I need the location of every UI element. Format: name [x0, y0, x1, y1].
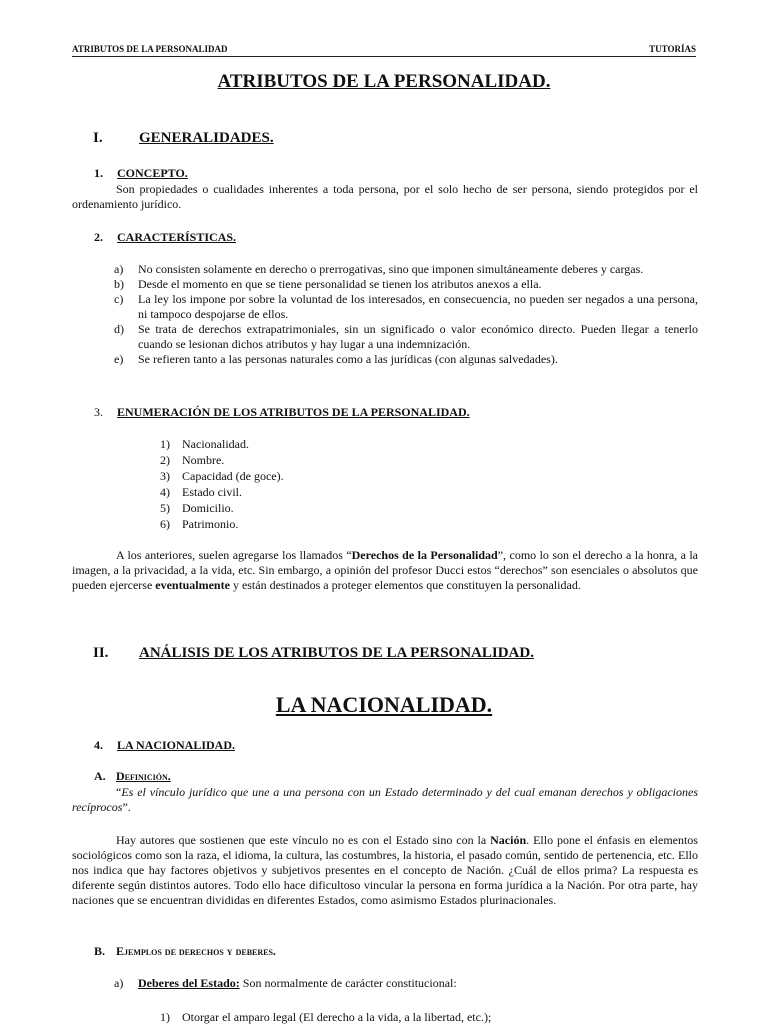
section-2-title: ANÁLISIS DE LOS ATRIBUTOS DE LA PERSONALIDAD. — [139, 645, 534, 661]
deberes-estado-item — [114, 976, 698, 991]
list-item-text: No consisten solamente en derecho o prerrogativas, sino que imponen simultáneamente deberes y cargas. — [138, 262, 644, 276]
enumeracion-number: 3. — [94, 405, 103, 419]
nacionalidad-title: LA NACIONALIDAD. — [275, 692, 493, 717]
section-1-number: I. — [93, 130, 103, 146]
list-marker: 2) — [160, 453, 170, 467]
list-marker: d) — [114, 322, 124, 336]
atributo-item — [160, 468, 460, 484]
caracteristicas-title: CARACTERÍSTICAS. — [117, 230, 237, 244]
caracteristica-item — [114, 352, 698, 367]
enumeracion-title: ENUMERACIÓN DE LOS ATRIBUTOS DE LA PERSONALIDAD. — [117, 405, 470, 419]
list-marker: 1) — [160, 437, 170, 451]
concepto-text: Son propiedades o cualidades inherentes a toda persona, por el solo hecho de ser persona, siendo protegidos por el ordenamiento jurídico. — [72, 182, 698, 211]
paragraph-bold: Derechos de la Personalidad — [351, 548, 498, 562]
ejemplos-marker: B. — [94, 944, 106, 958]
nacionalidad-heading-title: LA NACIONALIDAD. — [117, 738, 236, 752]
list-marker: 1) — [160, 1010, 170, 1024]
definicion-text: Es el vínculo jurídico que une a una persona con un Estado determinado y del cual emanan derechos y obligaciones recíprocos — [72, 785, 698, 814]
paragraph-text: Hay autores que sostienen que este vínculo no es con el Estado sino con la — [116, 833, 491, 847]
list-item-text: La ley los impone por sobre la voluntad de los interesados, en consecuencia, no pueden ser negados a una persona, ni tampoco despojarse de ellos. — [138, 292, 698, 321]
paragraph-bold: Nación — [490, 833, 527, 847]
nacionalidad-heading — [94, 738, 235, 753]
deberes-text: Son normalmente de carácter constitucional: — [239, 976, 457, 990]
nacionalidad-number: 4. — [94, 738, 103, 752]
ejemplos-title: Ejemplos de derechos y deberes. — [116, 944, 276, 958]
caracteristicas-heading — [94, 230, 236, 245]
paragraph-text: A los anteriores, suelen agregarse los llamados “ — [116, 548, 352, 562]
list-marker: c) — [114, 292, 124, 306]
document-title: ATRIBUTOS DE LA PERSONALIDAD. — [217, 71, 551, 92]
caracteristica-item — [114, 277, 698, 292]
definicion-quote — [72, 785, 698, 815]
derechos-personalidad-paragraph — [72, 548, 698, 593]
quote-mark: ”. — [122, 800, 131, 814]
list-marker: b) — [114, 277, 124, 291]
caracteristica-item — [114, 322, 698, 352]
atributos-list — [160, 436, 460, 532]
list-item-text: Nombre. — [182, 453, 225, 467]
list-marker: 5) — [160, 501, 170, 515]
list-item-text: Patrimonio. — [182, 517, 239, 531]
concepto-title: CONCEPTO. — [117, 166, 188, 180]
running-header — [72, 44, 696, 57]
list-marker: e) — [114, 352, 124, 366]
list-item-text: Capacidad (de goce). — [182, 469, 284, 483]
section-2-heading — [93, 646, 534, 661]
caracteristicas-list — [114, 262, 698, 367]
quote-mark: “ — [116, 785, 122, 799]
caracteristica-item — [114, 292, 698, 322]
concepto-heading — [94, 166, 188, 181]
paragraph-text: ”, como lo son el derecho a la honra, a la imagen, a la privacidad, a la vida, etc. Sin embargo, a opinión del profesor Ducci estos “derechos” son esenciales o absolutos que pueden ejercerse — [72, 548, 699, 592]
atributo-item — [160, 500, 460, 516]
deberes-marker: a) — [114, 976, 124, 990]
header-left: ATRIBUTOS DE LA PERSONALIDAD — [72, 44, 228, 54]
deber-item — [160, 1009, 700, 1025]
definicion-marker: A. — [94, 769, 106, 783]
deberes-list — [160, 1009, 700, 1025]
list-item-text: Estado civil. — [182, 485, 242, 499]
deberes-label: Deberes del Estado: — [138, 976, 240, 990]
concepto-number: 1. — [94, 166, 103, 180]
enumeracion-heading — [94, 405, 470, 420]
list-marker: 3) — [160, 469, 170, 483]
definicion-title: Definición. — [116, 769, 171, 783]
section-1-title: GENERALIDADES. — [139, 130, 274, 146]
section-2-number: II. — [93, 645, 109, 661]
list-marker: 6) — [160, 517, 170, 531]
paragraph-text: y están destinados a proteger elementos que constituyen la personalidad. — [229, 578, 581, 592]
atributo-item — [160, 484, 460, 500]
atributo-item — [160, 452, 460, 468]
caracteristica-item — [114, 262, 698, 277]
paragraph-bold: eventualmente — [155, 578, 230, 592]
nacion-paragraph — [72, 833, 698, 908]
section-1-heading — [93, 131, 274, 146]
ejemplos-heading — [94, 944, 276, 959]
atributo-item — [160, 436, 460, 452]
list-item-text: Desde el momento en que se tiene personalidad se tienen los atributos anexos a ella. — [138, 277, 542, 291]
list-marker: a) — [114, 262, 124, 276]
list-item-text: Nacionalidad. — [182, 437, 249, 451]
list-item-text: Domicilio. — [182, 501, 234, 515]
list-item-text: Se refieren tanto a las personas naturales como a las jurídicas (con algunas salvedades). — [138, 352, 558, 366]
list-item-text: Se trata de derechos extrapatrimoniales, sin un significado o valor económico directo. Pueden llegar a tenerlo cuando se lesionan dichos atributos y hay lugar a una indemnización. — [138, 322, 698, 351]
atributo-item — [160, 516, 460, 532]
definicion-heading — [94, 769, 171, 784]
list-marker: 4) — [160, 485, 170, 499]
caracteristicas-number: 2. — [94, 230, 103, 244]
list-item-text: Otorgar el amparo legal (El derecho a la vida, a la libertad, etc.); — [182, 1010, 492, 1024]
paragraph-text: . Ello pone el énfasis en elementos sociológicos como son la raza, el idioma, la cultura, las costumbres, la historia, el pasado común, sentido de pertenencia, etc. Ello nos indica que hay factores objetivos y subjetivos presentes en el concepto de Nación. ¿Cuál de ellos prima? La respuesta es diferente según distintos autores. Todo ello hace dificultoso vincular la persona en forma jurídica a la Nación. Por otra parte, hay naciones que se encuentran divididas en diferentes Estados, como asimismo Estados plurinacionales. — [72, 833, 698, 907]
header-right: TUTORÍAS — [649, 44, 696, 54]
